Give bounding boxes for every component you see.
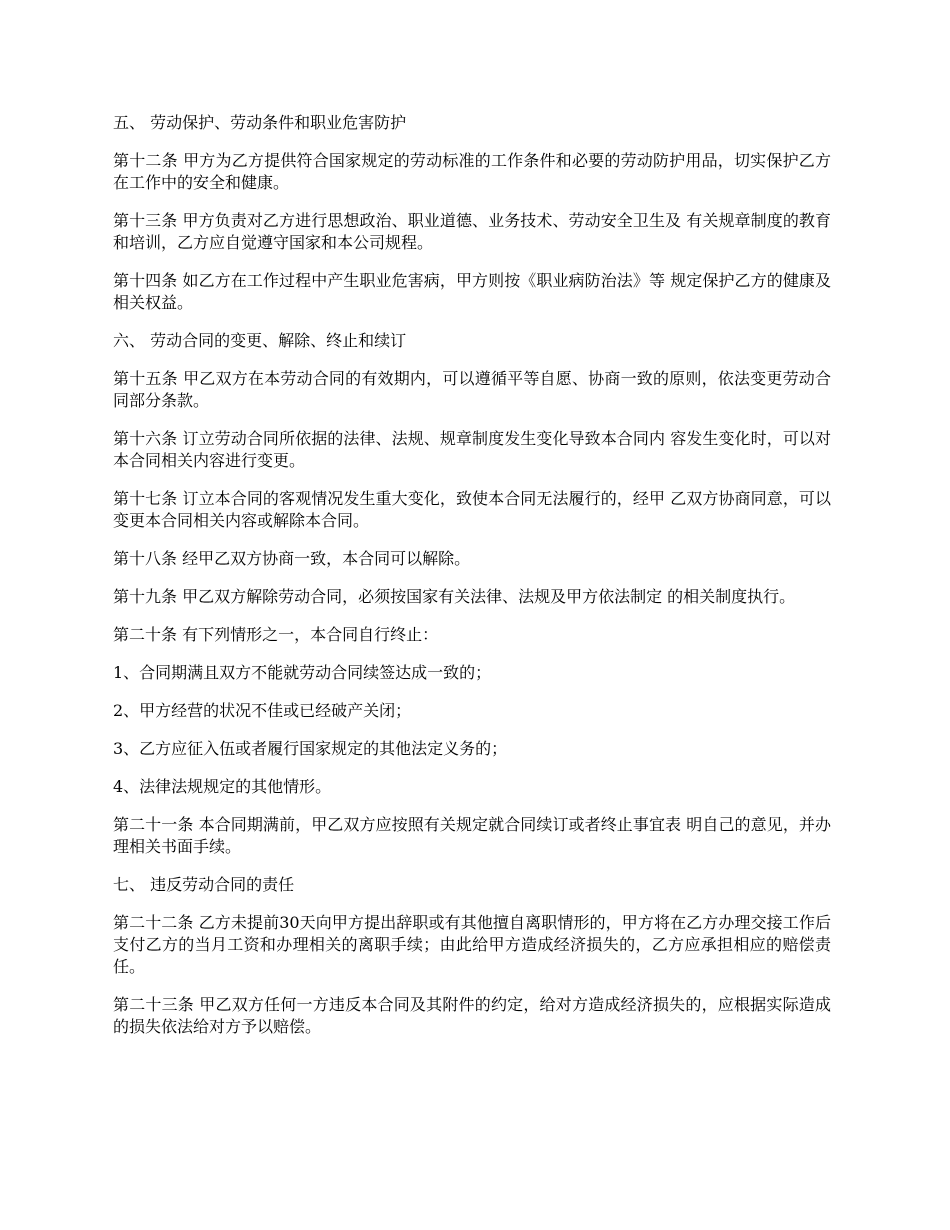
- list-item-1: 1、合同期满且双方不能就劳动合同续签达成一致的；: [113, 663, 492, 682]
- list-item-3: 3、乙方应征入伍或者履行国家规定的其他法定义务的；: [113, 739, 508, 758]
- section-heading-7: 七、 违反劳动合同的责任: [113, 875, 295, 894]
- article-17: 第十七条 订立本合同的客观情况发生重大变化，致使本合同无法履行的，经甲 乙双方协商同意，可以变更本合同相关内容或解除本合同。: [113, 489, 831, 530]
- document-page: [113, 112, 831, 1054]
- article-19: 第十九条 甲乙双方解除劳动合同，必须按国家有关法律、法规及甲方依法制定 的相关制度执行。: [113, 587, 796, 606]
- list-item-4: 4、法律法规规定的其他情形。: [113, 777, 332, 796]
- article-16: 第十六条 订立劳动合同所依据的法律、法规、规章制度发生变化导致本合同内 容发生变化时，可以对本合同相关内容进行变更。: [113, 429, 831, 470]
- article-15: 第十五条 甲乙双方在本劳动合同的有效期内，可以遵循平等自愿、协商一致的原则，依法变更劳动合同部分条款。: [113, 369, 831, 410]
- article-22: 第二十二条 乙方未提前30天向甲方提出辞职或有其他擅自离职情形的，甲方将在乙方办理交接工作后支付乙方的当月工资和办理相关的离职手续；由此给甲方造成经济损失的，乙方应承担相应的赔偿责任。: [113, 913, 831, 976]
- article-23: 第二十三条 甲乙双方任何一方违反本合同及其附件的约定，给对方造成经济损失的，应根据实际造成的损失依法给对方予以赔偿。: [113, 995, 831, 1036]
- article-20: 第二十条 有下列情形之一，本合同自行终止：: [113, 625, 439, 644]
- list-item-2: 2、甲方经营的状况不佳或已经破产关闭；: [113, 701, 412, 720]
- article-21: 第二十一条 本合同期满前，甲乙双方应按照有关规定就合同续订或者终止事宜表 明自己的意见，并办理相关书面手续。: [113, 815, 831, 856]
- article-12: 第十二条 甲方为乙方提供符合国家规定的劳动标准的工作条件和必要的劳动防护用品，切实保护乙方在工作中的安全和健康。: [113, 151, 831, 192]
- article-18: 第十八条 经甲乙双方协商一致，本合同可以解除。: [113, 549, 471, 568]
- article-13: 第十三条 甲方负责对乙方进行思想政治、职业道德、业务技术、劳动安全卫生及 有关规章制度的教育和培训，乙方应自觉遵守国家和本公司规程。: [113, 211, 831, 252]
- section-heading-6: 六、 劳动合同的变更、解除、终止和续订: [113, 331, 407, 350]
- article-14: 第十四条 如乙方在工作过程中产生职业危害病，甲方则按《职业病防治法》等 规定保护乙方的健康及相关权益。: [113, 271, 831, 312]
- section-heading-5: 五、 劳动保护、劳动条件和职业危害防护: [113, 113, 407, 132]
